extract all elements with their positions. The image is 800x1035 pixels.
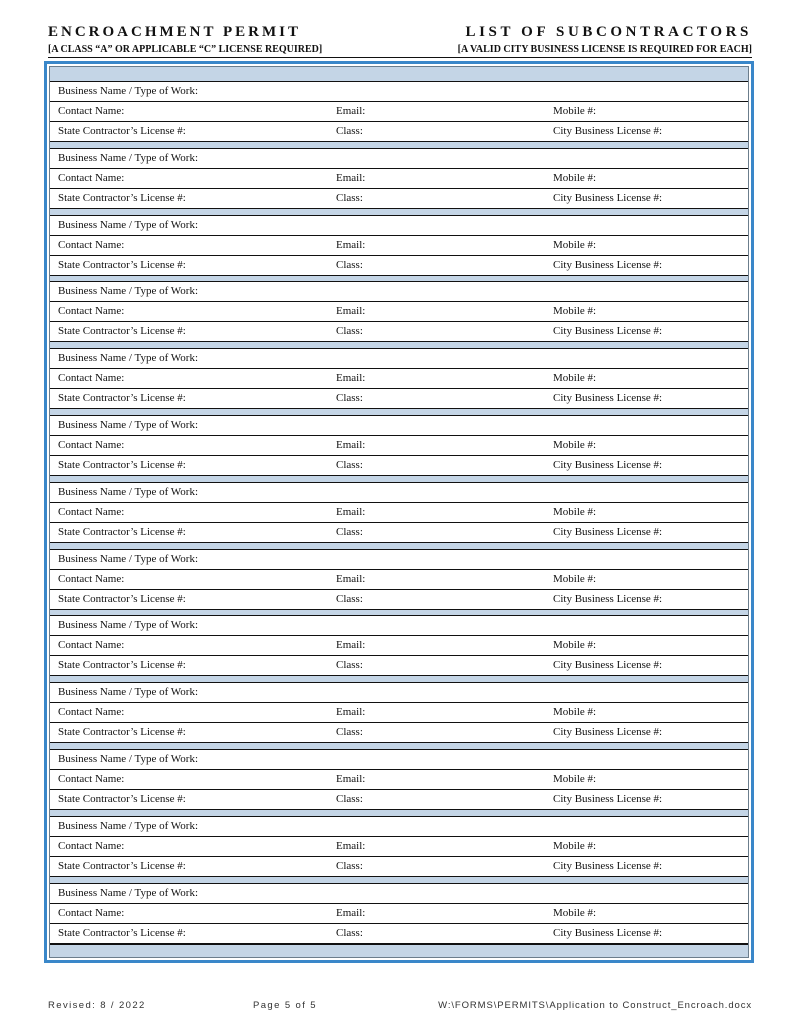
email-label: Email: <box>336 305 366 318</box>
contact-row[interactable] <box>50 703 748 723</box>
subcontractor-entry <box>50 349 748 416</box>
state-license-label: State Contractor’s License #: <box>58 325 186 338</box>
file-path: W:\FORMS\PERMITS\Application to Construct_Encroach.docx <box>438 1000 752 1011</box>
state-license-label: State Contractor’s License #: <box>58 125 186 137</box>
subcontractor-entry <box>50 750 748 817</box>
mobile-label: Mobile #: <box>553 105 597 117</box>
license-row[interactable] <box>50 189 748 209</box>
business-name-row[interactable] <box>50 349 748 369</box>
email-label: Email: <box>336 706 366 719</box>
class-label: Class: <box>336 659 363 672</box>
contact-name-label: Contact Name: <box>58 572 125 585</box>
class-label: Class: <box>336 325 363 338</box>
subcontractor-entry <box>50 216 748 283</box>
entry-separator <box>50 276 748 283</box>
subcontractor-entry <box>50 884 748 951</box>
entry-separator <box>50 342 748 349</box>
mobile-label: Mobile #: <box>553 706 597 719</box>
entry-separator <box>50 877 748 884</box>
email-label: Email: <box>336 639 366 652</box>
subcontractor-list-table <box>49 66 749 958</box>
business-name-label: Business Name / Type of Work: <box>58 285 199 298</box>
business-name-row[interactable] <box>50 282 748 302</box>
state-license-label: State Contractor’s License #: <box>58 458 186 471</box>
business-license-note: [A VALID CITY BUSINESS LICENSE IS REQUIRED FOR EACH] <box>457 44 752 55</box>
state-license-label: State Contractor’s License #: <box>58 859 186 872</box>
business-name-label: Business Name / Type of Work: <box>58 752 199 765</box>
email-label: Email: <box>336 171 366 184</box>
business-name-label: Business Name / Type of Work: <box>58 418 199 431</box>
license-requirement-note: [A CLASS “A” OR APPLICABLE “C” LICENSE REQUIRED] <box>48 44 323 55</box>
revision-date: Revised: 8 / 2022 <box>48 1000 146 1011</box>
city-license-label: City Business License #: <box>553 258 663 271</box>
business-name-row[interactable] <box>50 750 748 770</box>
license-row[interactable] <box>50 256 748 276</box>
table-bottom-bar <box>50 944 748 957</box>
subcontractor-entry <box>50 683 748 750</box>
business-name-row[interactable] <box>50 817 748 837</box>
entry-separator <box>50 810 748 817</box>
license-row[interactable] <box>50 456 748 476</box>
header-divider <box>48 57 752 58</box>
table-top-bar <box>50 67 748 82</box>
state-license-label: State Contractor’s License #: <box>58 592 186 605</box>
license-row[interactable] <box>50 389 748 409</box>
class-label: Class: <box>336 926 363 939</box>
mobile-label: Mobile #: <box>553 171 597 184</box>
mobile-label: Mobile #: <box>553 839 597 852</box>
subcontractor-entry <box>50 550 748 617</box>
business-name-row[interactable] <box>50 216 748 236</box>
subcontractor-entry <box>50 616 748 683</box>
class-label: Class: <box>336 125 363 137</box>
contact-name-label: Contact Name: <box>58 706 125 719</box>
contact-name-label: Contact Name: <box>58 438 125 451</box>
business-name-row[interactable] <box>50 416 748 436</box>
state-license-label: State Contractor’s License #: <box>58 525 186 538</box>
license-row[interactable] <box>50 924 748 944</box>
email-label: Email: <box>336 505 366 518</box>
entry-separator <box>50 209 748 216</box>
mobile-label: Mobile #: <box>553 238 597 251</box>
mobile-label: Mobile #: <box>553 906 597 919</box>
subcontractor-entry <box>50 282 748 349</box>
page-number: Page 5 of 5 <box>253 1000 317 1011</box>
class-label: Class: <box>336 525 363 538</box>
license-row[interactable] <box>50 857 748 877</box>
city-license-label: City Business License #: <box>553 592 663 605</box>
contact-row[interactable] <box>50 837 748 857</box>
contact-name-label: Contact Name: <box>58 906 125 919</box>
subcontractor-entry <box>50 149 748 216</box>
city-license-label: City Business License #: <box>553 325 663 338</box>
mobile-label: Mobile #: <box>553 772 597 785</box>
contact-name-label: Contact Name: <box>58 171 125 184</box>
class-label: Class: <box>336 458 363 471</box>
business-name-label: Business Name / Type of Work: <box>58 619 199 632</box>
business-name-row[interactable] <box>50 550 748 570</box>
contact-name-label: Contact Name: <box>58 839 125 852</box>
city-license-label: City Business License #: <box>553 659 663 672</box>
contact-row[interactable] <box>50 904 748 924</box>
business-name-label: Business Name / Type of Work: <box>58 218 199 231</box>
mobile-label: Mobile #: <box>553 505 597 518</box>
business-name-row[interactable] <box>50 884 748 904</box>
entry-separator <box>50 676 748 683</box>
email-label: Email: <box>336 906 366 919</box>
business-name-label: Business Name / Type of Work: <box>58 85 199 97</box>
subcontractor-entry <box>50 817 748 884</box>
entry-separator <box>50 543 748 550</box>
contact-row[interactable] <box>50 236 748 256</box>
contact-name-label: Contact Name: <box>58 505 125 518</box>
section-title: LIST OF SUBCONTRACTORS <box>465 24 752 40</box>
state-license-label: State Contractor’s License #: <box>58 926 186 939</box>
business-name-label: Business Name / Type of Work: <box>58 886 199 899</box>
business-name-row[interactable] <box>50 483 748 503</box>
state-license-label: State Contractor’s License #: <box>58 191 186 204</box>
entry-separator <box>50 610 748 617</box>
entry-separator <box>50 476 748 483</box>
form-title: ENCROACHMENT PERMIT <box>48 24 301 40</box>
entry-separator <box>50 743 748 750</box>
business-name-label: Business Name / Type of Work: <box>58 352 199 365</box>
class-label: Class: <box>336 859 363 872</box>
state-license-label: State Contractor’s License #: <box>58 392 186 405</box>
subcontractor-entries <box>50 82 748 950</box>
contact-row[interactable] <box>50 570 748 590</box>
email-label: Email: <box>336 839 366 852</box>
class-label: Class: <box>336 191 363 204</box>
contact-row[interactable] <box>50 436 748 456</box>
subcontractor-entry <box>50 416 748 483</box>
email-label: Email: <box>336 772 366 785</box>
contact-row[interactable] <box>50 302 748 322</box>
subcontractor-entry <box>50 82 748 149</box>
contact-name-label: Contact Name: <box>58 639 125 652</box>
email-label: Email: <box>336 438 366 451</box>
subcontractor-entry <box>50 483 748 550</box>
business-name-label: Business Name / Type of Work: <box>58 686 199 699</box>
mobile-label: Mobile #: <box>553 438 597 451</box>
subcontractor-list-frame <box>44 61 754 963</box>
email-label: Email: <box>336 105 366 117</box>
city-license-label: City Business License #: <box>553 792 663 805</box>
state-license-label: State Contractor’s License #: <box>58 792 186 805</box>
business-name-row[interactable] <box>50 149 748 169</box>
license-row[interactable] <box>50 723 748 743</box>
city-license-label: City Business License #: <box>553 726 663 739</box>
email-label: Email: <box>336 572 366 585</box>
class-label: Class: <box>336 792 363 805</box>
contact-name-label: Contact Name: <box>58 105 125 117</box>
email-label: Email: <box>336 372 366 385</box>
contact-name-label: Contact Name: <box>58 772 125 785</box>
business-name-row[interactable] <box>50 683 748 703</box>
contact-name-label: Contact Name: <box>58 305 125 318</box>
email-label: Email: <box>336 238 366 251</box>
license-row[interactable] <box>50 322 748 342</box>
city-license-label: City Business License #: <box>553 926 663 939</box>
class-label: Class: <box>336 258 363 271</box>
license-row[interactable] <box>50 122 748 142</box>
city-license-label: City Business License #: <box>553 392 663 405</box>
business-name-row[interactable] <box>50 82 748 102</box>
city-license-label: City Business License #: <box>553 525 663 538</box>
business-name-label: Business Name / Type of Work: <box>58 151 199 164</box>
mobile-label: Mobile #: <box>553 372 597 385</box>
business-name-label: Business Name / Type of Work: <box>58 819 199 832</box>
city-license-label: City Business License #: <box>553 859 663 872</box>
contact-row[interactable] <box>50 770 748 790</box>
city-license-label: City Business License #: <box>553 125 663 137</box>
state-license-label: State Contractor’s License #: <box>58 258 186 271</box>
contact-row[interactable] <box>50 636 748 656</box>
mobile-label: Mobile #: <box>553 572 597 585</box>
contact-name-label: Contact Name: <box>58 372 125 385</box>
entry-separator <box>50 409 748 416</box>
mobile-label: Mobile #: <box>553 639 597 652</box>
contact-row[interactable] <box>50 102 748 122</box>
license-row[interactable] <box>50 656 748 676</box>
contact-row[interactable] <box>50 369 748 389</box>
class-label: Class: <box>336 726 363 739</box>
city-license-label: City Business License #: <box>553 191 663 204</box>
license-row[interactable] <box>50 523 748 543</box>
class-label: Class: <box>336 392 363 405</box>
mobile-label: Mobile #: <box>553 305 597 318</box>
contact-row[interactable] <box>50 503 748 523</box>
entry-separator <box>50 142 748 149</box>
contact-name-label: Contact Name: <box>58 238 125 251</box>
license-row[interactable] <box>50 590 748 610</box>
state-license-label: State Contractor’s License #: <box>58 726 186 739</box>
business-name-label: Business Name / Type of Work: <box>58 485 199 498</box>
state-license-label: State Contractor’s License #: <box>58 659 186 672</box>
license-row[interactable] <box>50 790 748 810</box>
class-label: Class: <box>336 592 363 605</box>
business-name-label: Business Name / Type of Work: <box>58 552 199 565</box>
contact-row[interactable] <box>50 169 748 189</box>
city-license-label: City Business License #: <box>553 458 663 471</box>
business-name-row[interactable] <box>50 616 748 636</box>
